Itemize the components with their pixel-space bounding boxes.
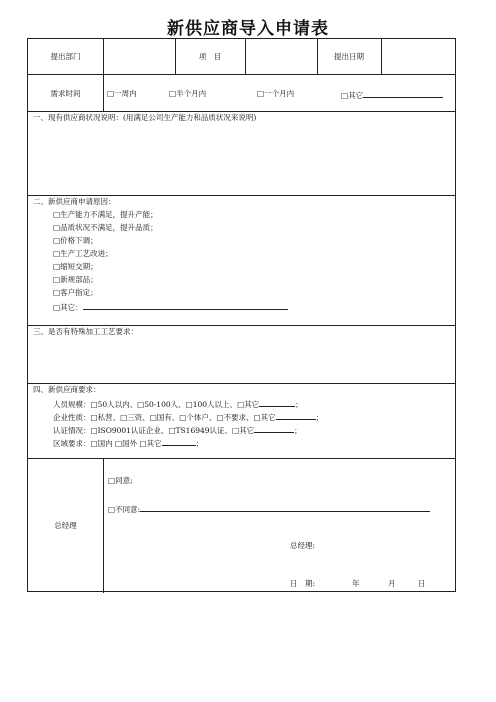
option-month[interactable]: □ 一个月内 [257, 89, 294, 99]
checkbox-icon [91, 439, 98, 448]
cert-other-blank[interactable] [254, 424, 294, 433]
nature-opt[interactable]: □ 其它 [253, 413, 275, 422]
company-type-row: 企业性质：□ 私营、□ 三资、□ 国有、□ 个体户、□ 不要求、□ 其它 ； [53, 411, 323, 423]
checkbox-icon [186, 400, 193, 409]
reason-item[interactable]: □ 客户指定； [53, 288, 98, 298]
checkbox-icon [139, 439, 146, 448]
date-field[interactable] [382, 47, 456, 67]
section3-field[interactable] [33, 339, 451, 379]
reason-item[interactable]: □ 其它： [53, 301, 288, 313]
nature-other-blank[interactable] [276, 411, 316, 420]
nature-opt[interactable]: □ 三资、 [120, 413, 150, 422]
date-month: 月 [388, 579, 396, 588]
row-divider [28, 325, 455, 326]
region-row: 区域要求：□ 国内 □ 国外 □ 其它 ； [53, 437, 203, 449]
item-label: 项 目 [198, 52, 222, 61]
application-form [27, 38, 456, 592]
staff-opt[interactable]: □ 100人以上、 [186, 400, 237, 409]
checkbox-icon [150, 413, 157, 422]
nature-opt[interactable]: □ 个体户、 [179, 413, 216, 422]
gm-signature[interactable]: 总经理: [290, 541, 316, 550]
staff-opt[interactable]: □ 50人以内、 [91, 400, 138, 409]
item-field[interactable] [246, 47, 316, 67]
cert-opt[interactable]: □ 其它 [232, 426, 254, 435]
section1-field[interactable] [33, 125, 451, 191]
disagree-reason-blank[interactable] [140, 503, 430, 512]
reason-item[interactable]: □ 生产能力不满足，提升产能； [53, 210, 158, 220]
date-label: 提出日期 [334, 52, 364, 61]
region-opt[interactable]: □ 其它 [139, 439, 161, 448]
approval-date-label: 日 期: [290, 579, 316, 588]
nature-opt[interactable]: □ 国有、 [150, 413, 180, 422]
reason-item[interactable]: □ 价格下调； [53, 236, 98, 246]
region-opt[interactable]: □ 国外 [115, 439, 137, 448]
row-divider [28, 195, 455, 196]
reason-item[interactable]: □ 缩短交期； [53, 262, 98, 272]
disagree-option[interactable]: □ 不同意: [108, 503, 430, 515]
reason-item[interactable]: □ 新规部品； [53, 275, 98, 285]
checkbox-icon [115, 439, 122, 448]
agree-option[interactable]: □ 同意; [108, 476, 133, 486]
checkbox-icon [91, 413, 98, 422]
col-divider [103, 458, 104, 593]
section3-heading: 三、是否有特殊加工工艺要求： [33, 327, 138, 336]
cert-opt[interactable]: □ ISO9001认证企业、 [91, 426, 169, 435]
section2-heading: 二、新供应商申请原因： [33, 197, 116, 206]
row-divider [28, 74, 455, 75]
section1-heading: 一、现有供应商状况说明：(用满足公司生产能力和品质状况来说明) [33, 113, 257, 122]
row-divider [28, 111, 455, 112]
date-day: 日 [418, 579, 426, 588]
staff-opt[interactable]: □ 其它 [237, 400, 259, 409]
staff-size-row: 人员规模：□ 50人以内、□ 50-100人、□ 100人以上、□ 其它 ； [53, 398, 303, 410]
nature-opt[interactable]: □ 不要求、 [216, 413, 253, 422]
certification-row: 认证情况：□ ISO9001认证企业、□ TS16949认证、□ 其它 ； [53, 424, 302, 436]
row-divider [28, 458, 455, 459]
staff-opt[interactable]: □ 50-100人、 [137, 400, 186, 409]
dept-label: 提出部门 [50, 52, 81, 61]
checkbox-icon [91, 426, 98, 435]
row-divider [28, 383, 455, 384]
section4-heading: 四、新供应商要求： [33, 385, 101, 394]
region-opt[interactable]: □ 国内 [91, 439, 113, 448]
option-week[interactable]: □ 一周内 [107, 89, 137, 99]
nature-opt[interactable]: □ 私营、 [91, 413, 121, 422]
other-blank[interactable] [363, 89, 443, 98]
staff-other-blank[interactable] [259, 398, 295, 407]
date-year: 年 [352, 579, 360, 588]
region-other-blank[interactable] [162, 437, 196, 446]
gm-label: 总经理 [54, 521, 77, 530]
option-half-month[interactable]: □ 半个月内 [169, 89, 206, 99]
checkbox-icon [168, 426, 175, 435]
checkbox-icon [91, 400, 98, 409]
checkbox-icon [253, 413, 260, 422]
reason-item[interactable]: □ 品质状况不满足，提升品质； [53, 223, 158, 233]
form-title: 新供应商导入申请表 [167, 19, 329, 39]
reason-item[interactable]: □ 生产工艺改进； [53, 249, 113, 259]
cert-opt[interactable]: □ TS16949认证、 [168, 426, 232, 435]
other-reason-blank[interactable] [83, 301, 288, 310]
option-other[interactable]: □ 其它 [341, 89, 443, 101]
dept-field[interactable] [104, 47, 174, 67]
time-label: 需求时间 [50, 89, 81, 98]
